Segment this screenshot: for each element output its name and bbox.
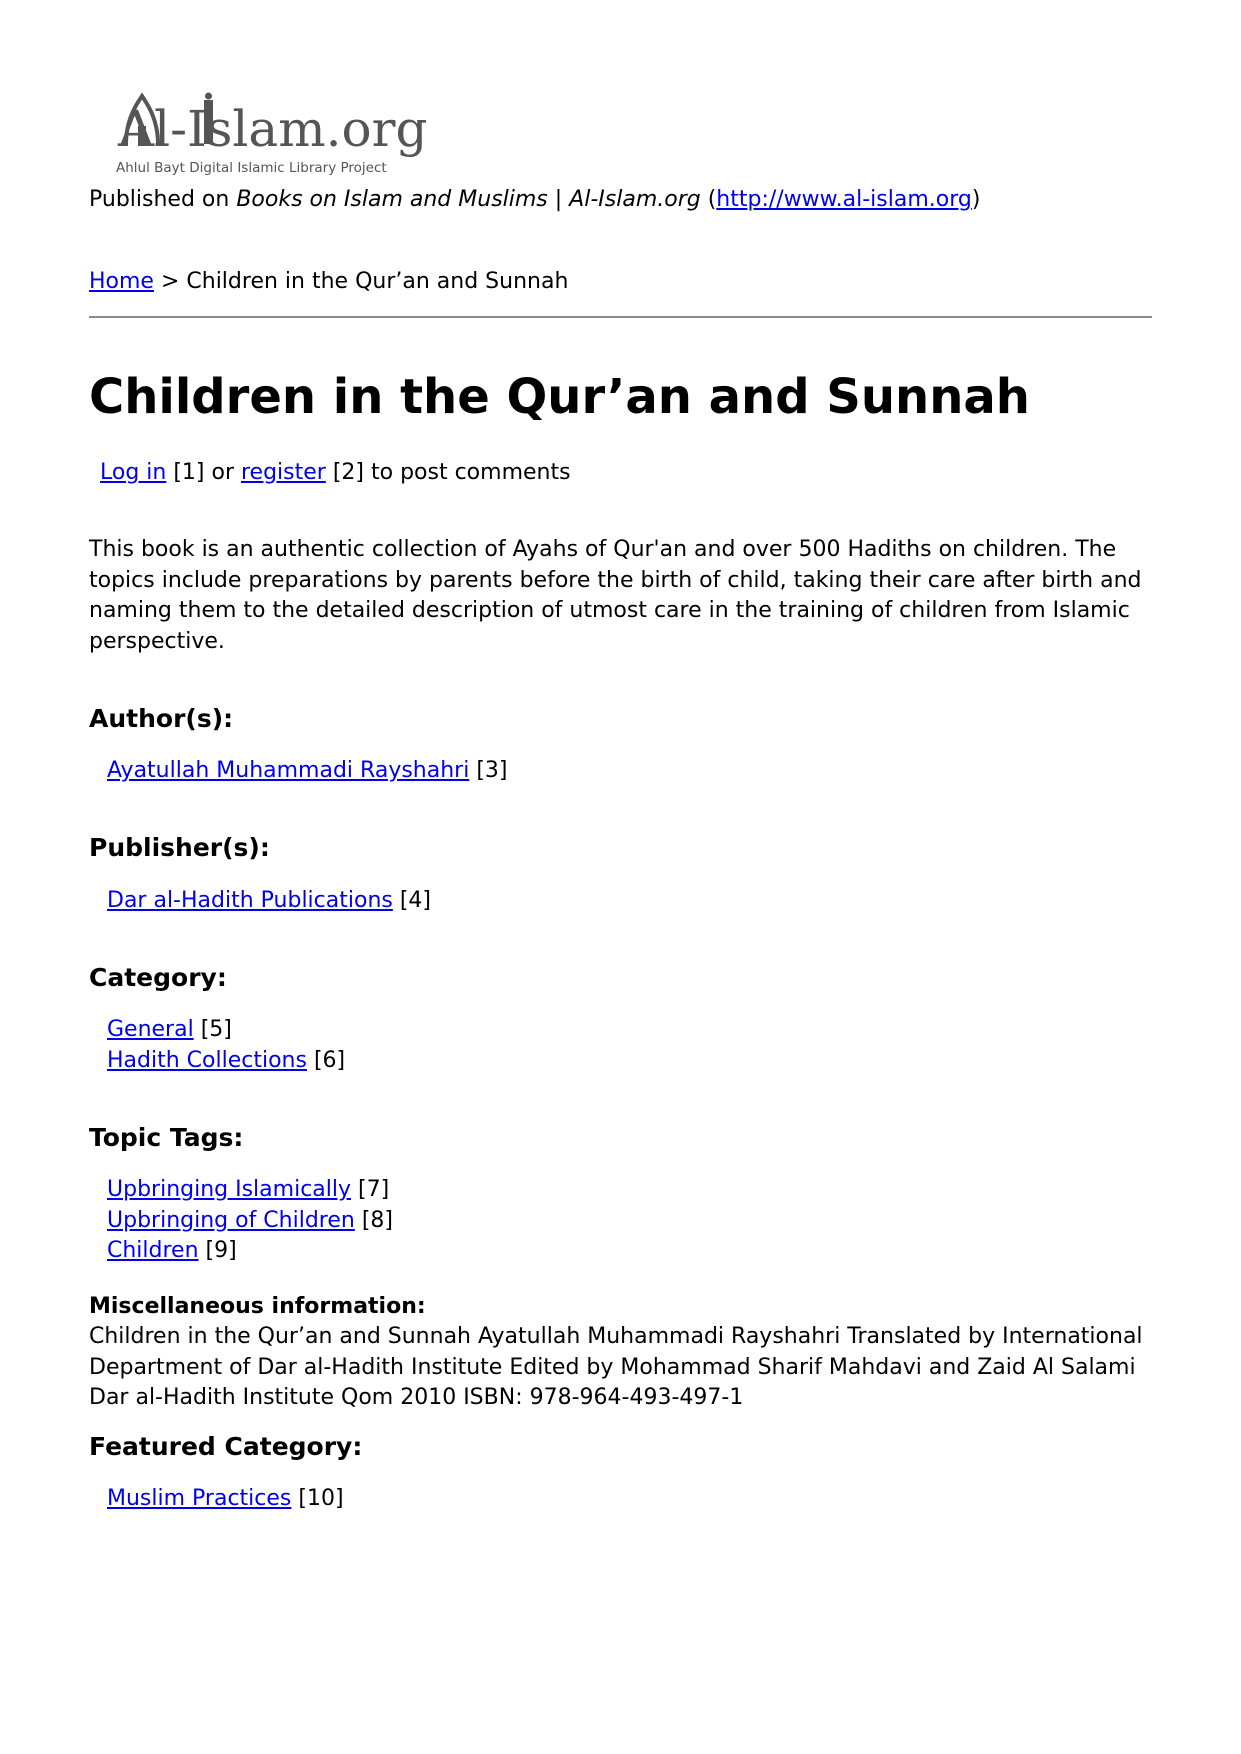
featured-category-heading: Featured Category:	[89, 1432, 363, 1461]
topic-tags-list	[107, 1175, 393, 1267]
published-site-name: Books on Islam and Muslims | Al-Islam.org	[236, 187, 701, 212]
breadcrumb-separator: >	[153, 269, 187, 294]
login-link[interactable]: Log in	[100, 460, 167, 485]
misc-text: Children in the Qur’an and Sunnah Ayatullah Muhammadi Rayshahri Translated by International Department of Dar al-Hadith Institute Edited by Mohammad Sharif Mahdavi and Zaid Al Salami Dar al-Hadith Institute Qom 2010 ISBN: 978-964-493-497-1	[89, 1324, 1143, 1410]
list-item	[107, 1046, 345, 1077]
published-open-paren: (	[700, 187, 717, 212]
list-item	[107, 1236, 393, 1267]
list-item	[107, 1484, 344, 1515]
authors-list	[107, 756, 507, 787]
logo-graphic	[116, 92, 476, 176]
publishers-heading: Publisher(s):	[89, 833, 270, 862]
author-ref: [3]	[469, 758, 508, 783]
tag-ref: [9]	[198, 1238, 237, 1263]
breadcrumb-current: Children in the Qur’an and Sunnah	[186, 269, 569, 294]
publishers-list	[107, 886, 431, 917]
category-link-general[interactable]: General	[107, 1017, 194, 1042]
category-ref: [6]	[306, 1047, 346, 1073]
login-ref: [1] or	[166, 460, 241, 485]
comments-prompt	[100, 459, 571, 487]
logo-tagline: Ahlul Bayt Digital Islamic Library Project	[116, 160, 387, 176]
page-title: Children in the Qur’an and Sunnah	[89, 369, 1030, 425]
list-item	[107, 1206, 393, 1237]
featured-category-ref: [10]	[291, 1486, 344, 1511]
logo-wordmark: Al-Islam.org	[118, 100, 428, 158]
list-item	[107, 756, 507, 787]
list-item	[107, 1015, 345, 1046]
publisher-link[interactable]: Dar al-Hadith Publications	[107, 888, 393, 913]
site-logo[interactable]	[116, 92, 476, 176]
tag-link-children[interactable]: Children	[107, 1238, 199, 1263]
list-item	[107, 886, 431, 917]
misc-heading: Miscellaneous information:	[89, 1294, 426, 1319]
register-ref: [2] to post comments	[325, 460, 571, 485]
register-link[interactable]: register	[241, 460, 326, 485]
published-close-paren: )	[971, 187, 981, 212]
published-prefix: Published on	[89, 187, 237, 212]
header-divider	[89, 316, 1152, 318]
featured-category-list	[107, 1484, 344, 1515]
author-link[interactable]: Ayatullah Muhammadi Rayshahri	[107, 758, 470, 783]
topic-tags-heading: Topic Tags:	[89, 1123, 244, 1152]
authors-heading: Author(s):	[89, 704, 234, 733]
list-item	[107, 1175, 393, 1206]
site-url-link[interactable]: http://www.al-islam.org	[716, 187, 972, 212]
book-description: This book is an authentic collection of Ayahs of Qur'an and over 500 Hadiths on children. The topics include preparations by parents before the birth of child, taking their care after birth and naming them to the detailed description of utmost care in the training of children from Islamic perspective.	[89, 537, 1142, 654]
category-heading: Category:	[89, 963, 227, 992]
breadcrumb	[89, 268, 568, 296]
tag-ref: [8]	[354, 1207, 393, 1233]
tag-ref: [7]	[351, 1177, 390, 1202]
category-link-hadith-collections[interactable]: Hadith Collections	[107, 1047, 307, 1073]
featured-category-link[interactable]: Muslim Practices	[107, 1486, 292, 1511]
tag-link-upbringing-islamically[interactable]: Upbringing Islamically	[107, 1177, 352, 1202]
publisher-ref: [4]	[392, 888, 432, 913]
tag-link-upbringing-of-children[interactable]: Upbringing of Children	[107, 1207, 355, 1233]
published-on-line	[89, 186, 980, 214]
breadcrumb-home-link[interactable]: Home	[89, 269, 154, 294]
category-ref: [5]	[193, 1017, 232, 1042]
category-list	[107, 1015, 345, 1076]
